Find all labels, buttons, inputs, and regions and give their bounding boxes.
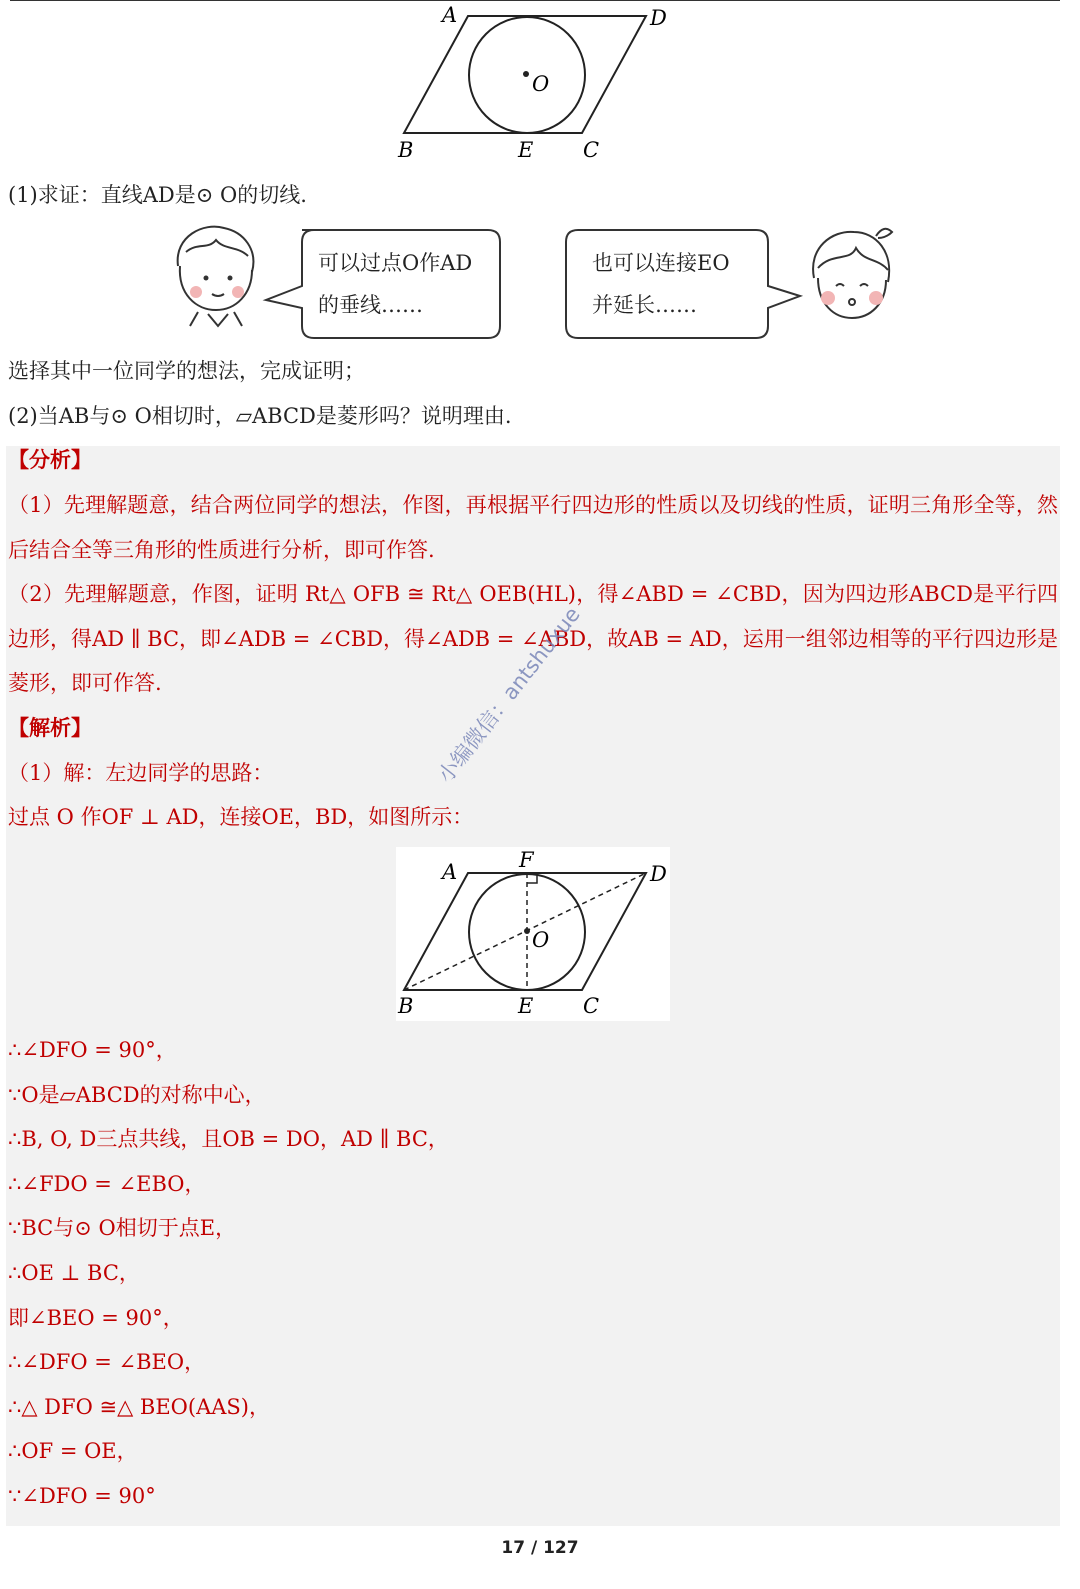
- label2-C: C: [583, 994, 600, 1018]
- label-E: E: [518, 138, 534, 162]
- solution-heading: 【解析】: [8, 716, 92, 740]
- step-9: ∴△ DFO ≅△ BEO(AAS)，: [8, 1395, 270, 1419]
- step-6: ∴OE ⊥ BC，: [8, 1261, 140, 1285]
- girl-avatar-icon: [806, 222, 898, 330]
- label-B: B: [398, 138, 414, 162]
- page-number: 17 / 127: [501, 1538, 579, 1558]
- watermark: 小编微信：antshuxue: [433, 602, 585, 788]
- label2-B: B: [398, 994, 414, 1018]
- label-O: O: [532, 72, 550, 96]
- solution-intro: （1）解：左边同学的思路：: [8, 761, 274, 785]
- label2-F: F: [519, 848, 534, 872]
- boy-bubble-line-2: 的垂线……: [318, 293, 423, 317]
- question-1: (1)求证：直线AD是⊙ O的切线.: [8, 183, 307, 207]
- analysis-heading: 【分析】: [8, 448, 92, 472]
- analysis-paragraph-2: （2）先理解题意，作图，证明 Rt△ OFB ≅ Rt△ OEB(HL)，得∠ABD = ∠CBD，因为四边形ABCD是平行四边形，得AD ∥ BC，即∠ADB = ∠CBD，得∠ADB = ∠ABD，故AB = AD，运用一组邻边相等的平行四边形是菱形，即可作答.: [8, 582, 1058, 695]
- step-10: ∴OF = OE，: [8, 1439, 138, 1463]
- choose-instruction: 选择其中一位同学的想法，完成证明；: [8, 359, 365, 383]
- parallelogram-figure-1: [390, 2, 680, 167]
- boy-avatar-icon: [168, 222, 260, 330]
- label-C: C: [583, 138, 600, 162]
- top-rule: [10, 0, 1060, 1]
- girl-bubble-line-1: 也可以连接EO: [592, 251, 730, 275]
- label2-A: A: [442, 860, 458, 884]
- analysis-paragraph-1: （1）先理解题意，结合两位同学的想法，作图，再根据平行四边形的性质以及切线的性质，证明三角形全等，然后结合全等三角形的性质进行分析，即可作答.: [8, 493, 1058, 562]
- label2-D: D: [650, 862, 667, 886]
- step-4: ∴∠FDO = ∠EBO，: [8, 1172, 206, 1196]
- step-7: 即∠BEO = 90°，: [8, 1306, 184, 1330]
- question-2: (2)当AB与⊙ O相切时，▱ABCD是菱形吗？说明理由.: [8, 404, 512, 428]
- parallelogram-figure-2: [396, 847, 670, 1021]
- label-D: D: [650, 6, 667, 30]
- step-2: ∵O是▱ABCD的对称中心，: [8, 1083, 266, 1107]
- step-3: ∴B, O, D三点共线，且OB = DO，AD ∥ BC，: [8, 1127, 449, 1151]
- boy-bubble-line-1: 可以过点O作AD: [318, 251, 473, 275]
- girl-bubble-line-2: 并延长……: [592, 293, 697, 317]
- step-8: ∴∠DFO = ∠BEO，: [8, 1350, 206, 1374]
- step-5: ∵BC与⊙ O相切于点E，: [8, 1216, 237, 1240]
- label2-O: O: [532, 928, 550, 952]
- label2-E: E: [518, 994, 534, 1018]
- step-11: ∵∠DFO = 90°: [8, 1484, 156, 1508]
- step-1: ∴∠DFO = 90°，: [8, 1038, 177, 1062]
- solution-construction: 过点 O 作OF ⊥ AD，连接OE，BD，如图所示：: [8, 805, 474, 829]
- label-A: A: [442, 3, 458, 27]
